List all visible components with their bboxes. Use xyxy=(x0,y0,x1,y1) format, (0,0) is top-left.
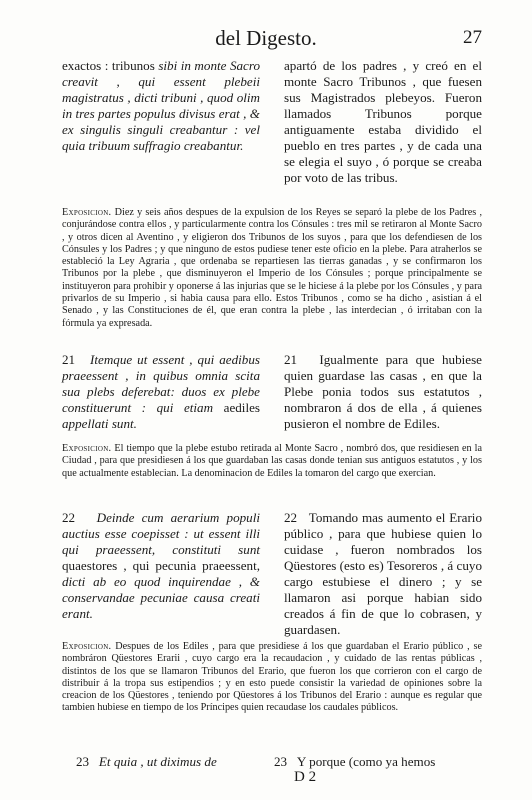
latin-text-end: dicti ab eo quod inquirendae , & conservandae pecuniae causa creati erant. xyxy=(62,574,260,621)
paragraph-pair-22 xyxy=(62,510,482,638)
paragraph-pair-20 xyxy=(62,58,482,186)
exposicion-text: Despues de los Ediles , para que presidiese á los que guardaban el Erario público , se nombráron Qüestores Erarii , cuyo cargo era la recaudacion , y cuidado de las rentas públicas , distintos de los que se llamaron Tribunos del Erario, que fueron los que corrieron con el cargo de distribuir á la tropa sus estipendios ; y en esto puede consistir la variedad de opiniones sobre la creacion de los Qüestores , teniendo por Qüestores á los Tribunos del Erario : aunque es regular que tambien hubiese en tiempo de los Príncipes quien recaudase los caudales públicos. xyxy=(62,641,482,714)
exposicion-label: Exposicion. xyxy=(62,207,112,218)
spanish-catch-text: Y porque (como ya hemos xyxy=(296,754,436,769)
exposicion-label: Exposicion. xyxy=(62,641,112,652)
paragraph-number: 21 xyxy=(62,352,76,367)
spanish-column xyxy=(284,352,482,432)
latin-text-lead: exactos : tribunos xyxy=(62,58,159,73)
paragraph-number: 23 xyxy=(76,754,90,769)
latin-catchword xyxy=(76,754,217,770)
signature-mark: D 2 xyxy=(294,769,317,785)
spanish-text: Igualmente para que hubiese quien guardase las casas , en que la Plebe ponia todos sus estatutos , nombraron á dos de ella , á quienes pusieron el nombre de Ediles. xyxy=(284,352,482,431)
exposicion-label: Exposicion. xyxy=(62,443,112,454)
latin-term: aediles xyxy=(223,400,260,415)
spanish-text: Tomando mas aumento el Erario público , para que hubiese quien lo cuidase , fueron nombrados los Qüestores (esto es) Tesoreros , á cuyo cargo estubiese el dinero ; y se llamaron asi porque habian sido creados á fin de que lo cobrasen, y guardasen. xyxy=(284,510,482,637)
paragraph-number: 21 xyxy=(284,352,298,367)
page-header xyxy=(0,26,532,52)
spanish-column xyxy=(284,510,482,638)
latin-text: Itemque ut essent , qui aedibus praeessent , in quibus omnia scita sua plebs deferebat: duos ex plebe constituerunt : qui etiam xyxy=(62,352,260,415)
running-title: del Digesto. xyxy=(215,26,317,50)
latin-text-upright: , qui pecunia praeessent, xyxy=(117,558,260,573)
latin-text: Deinde cum aerarium populi auctius esse coepisset : ut essent illi qui praeessent, constituti sunt xyxy=(62,510,260,557)
page-footer xyxy=(62,754,482,794)
latin-column xyxy=(62,58,260,186)
exposicion-text: El tiempo que la plebe estubo retirada al Monte Sacro , nombró dos, que residiesen en la Ciudad , para que presidiesen á los que guardaban las casas donde tenian sus antiguos estatutos , y los que actualmente establecian. La denominacion de Ediles la tomaron del cargo que exercian. xyxy=(62,443,482,479)
latin-text: sibi in monte Sacro creavit , qui essent plebeii magistratus , dicti tribuni , quod olim in tres partes populus divisus erat , & ex singulis singuli creabantur : vel quia tribuum suffragio creabantur. xyxy=(62,58,260,153)
spanish-column: apartó de los padres , y creó en el monte Sacro Tribunos , que fuesen sus Magistrados plebeyos. Fueron llamados Tribunos porque antiguamente estaba dividido el pueblo en tres partes , y de cada una se elegia el suyo , ó porque se creaba por voto de las tribus. xyxy=(284,58,482,185)
paragraph-number: 22 xyxy=(284,510,298,525)
latin-column xyxy=(62,352,260,432)
latin-column xyxy=(62,510,260,638)
paragraph-pair-21 xyxy=(62,352,482,432)
exposicion-3 xyxy=(62,641,482,715)
paragraph-number: 23 xyxy=(274,754,288,769)
spanish-catchword xyxy=(274,754,435,770)
exposicion-2 xyxy=(62,443,482,480)
exposicion-text: Diez y seis años despues de la expulsion de los Reyes se separó la plebe de los Padres , conjurándose contra ellos , y particularmente contra los Cónsules : tres mil se retiraron al Monte Sacro , y otros dicen al Aventino , y eligieron dos Tribunos de los suyos , para que los defendiesen de los Cónsules y los Padres ; y que ninguno de estos pudiese tener este oficio en la plebe. Para atraherlos se estableció la Ley Agraria , que ordenaba se repartiesen las tierras ganadas , y se confirmaron los Tribunos por la plebe , que disminuyeron el Imperio de los Cónsules ; porque principalmente se instituyeron para prohibir y oponerse á las injurias que se le hiciese á la plebe por los Cónsules , y para privarlos de su Imperio , si habia causa para ello. Estos Tribunos , como se ha dicho , asistian á el Senado , y las Constituciones de él, que eran contra la plebe , las interdecian , ó irritaban con la fórmula ya expresada. xyxy=(62,207,482,329)
latin-term: quaestores xyxy=(62,558,118,573)
latin-catch-text: Et quia , ut diximus de xyxy=(98,754,217,769)
exposicion-1 xyxy=(62,207,482,330)
page-number: 27 xyxy=(463,27,482,48)
latin-text-end: appellati sunt. xyxy=(62,416,137,431)
paragraph-number: 22 xyxy=(62,510,76,525)
